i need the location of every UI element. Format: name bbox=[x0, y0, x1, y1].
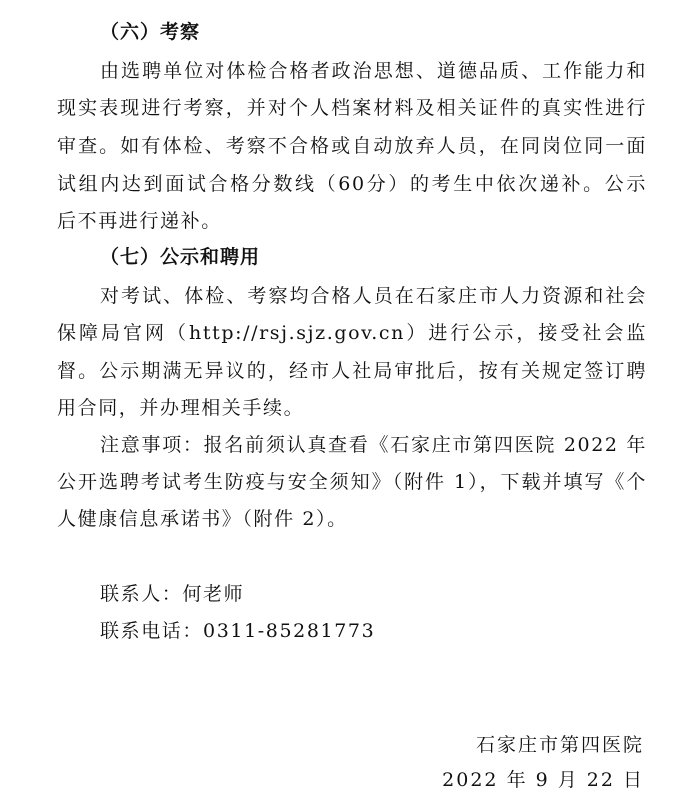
notice-line: 注意事项：报名前须认真查看《石家庄市第四医院 2022 年 bbox=[100, 434, 647, 456]
notice-line: 公开选聘考试考生防疫与安全须知》（附件 1），下载并填写《个 bbox=[57, 471, 647, 493]
contact-phone: 联系电话：0311-85281773 bbox=[100, 620, 376, 642]
notice-line: 人健康信息承诺书》（附件 2）。 bbox=[57, 508, 348, 530]
paragraph-line: 督。公示期满无异议的，经市人社局审批后，按有关规定签订聘 bbox=[57, 360, 647, 382]
paragraph-line: 后不再进行递补。 bbox=[57, 210, 222, 232]
paragraph-line: 对考试、体检、考察均合格人员在石家庄市人力资源和社会 bbox=[100, 285, 647, 307]
contact-person: 联系人：何老师 bbox=[100, 583, 245, 605]
section-heading-publicity-hiring: （七）公示和聘用 bbox=[100, 246, 261, 268]
paragraph-line: 用合同，并办理相关手续。 bbox=[57, 397, 305, 419]
paragraph-line: 现实表现进行考察，并对个人档案材料及相关证件的真实性进行 bbox=[57, 97, 647, 119]
paragraph-line: 由选聘单位对体检合格者政治思想、道德品质、工作能力和 bbox=[100, 60, 647, 82]
paragraph-line: 试组内达到面试合格分数线（60分）的考生中依次递补。公示 bbox=[57, 173, 647, 195]
paragraph-line-with-link: 保障局官网（http://rsj.sjz.gov.cn）进行公示，接受社会监 bbox=[57, 322, 647, 344]
section-heading-inspection: （六）考察 bbox=[100, 21, 201, 43]
paragraph-line: 审查。如有体检、考察不合格或自动放弃人员，在同岗位同一面 bbox=[57, 135, 647, 157]
signature-organization: 石家庄市第四医院 bbox=[475, 734, 644, 756]
signature-date: 2022 年 9 月 22 日 bbox=[442, 769, 644, 791]
